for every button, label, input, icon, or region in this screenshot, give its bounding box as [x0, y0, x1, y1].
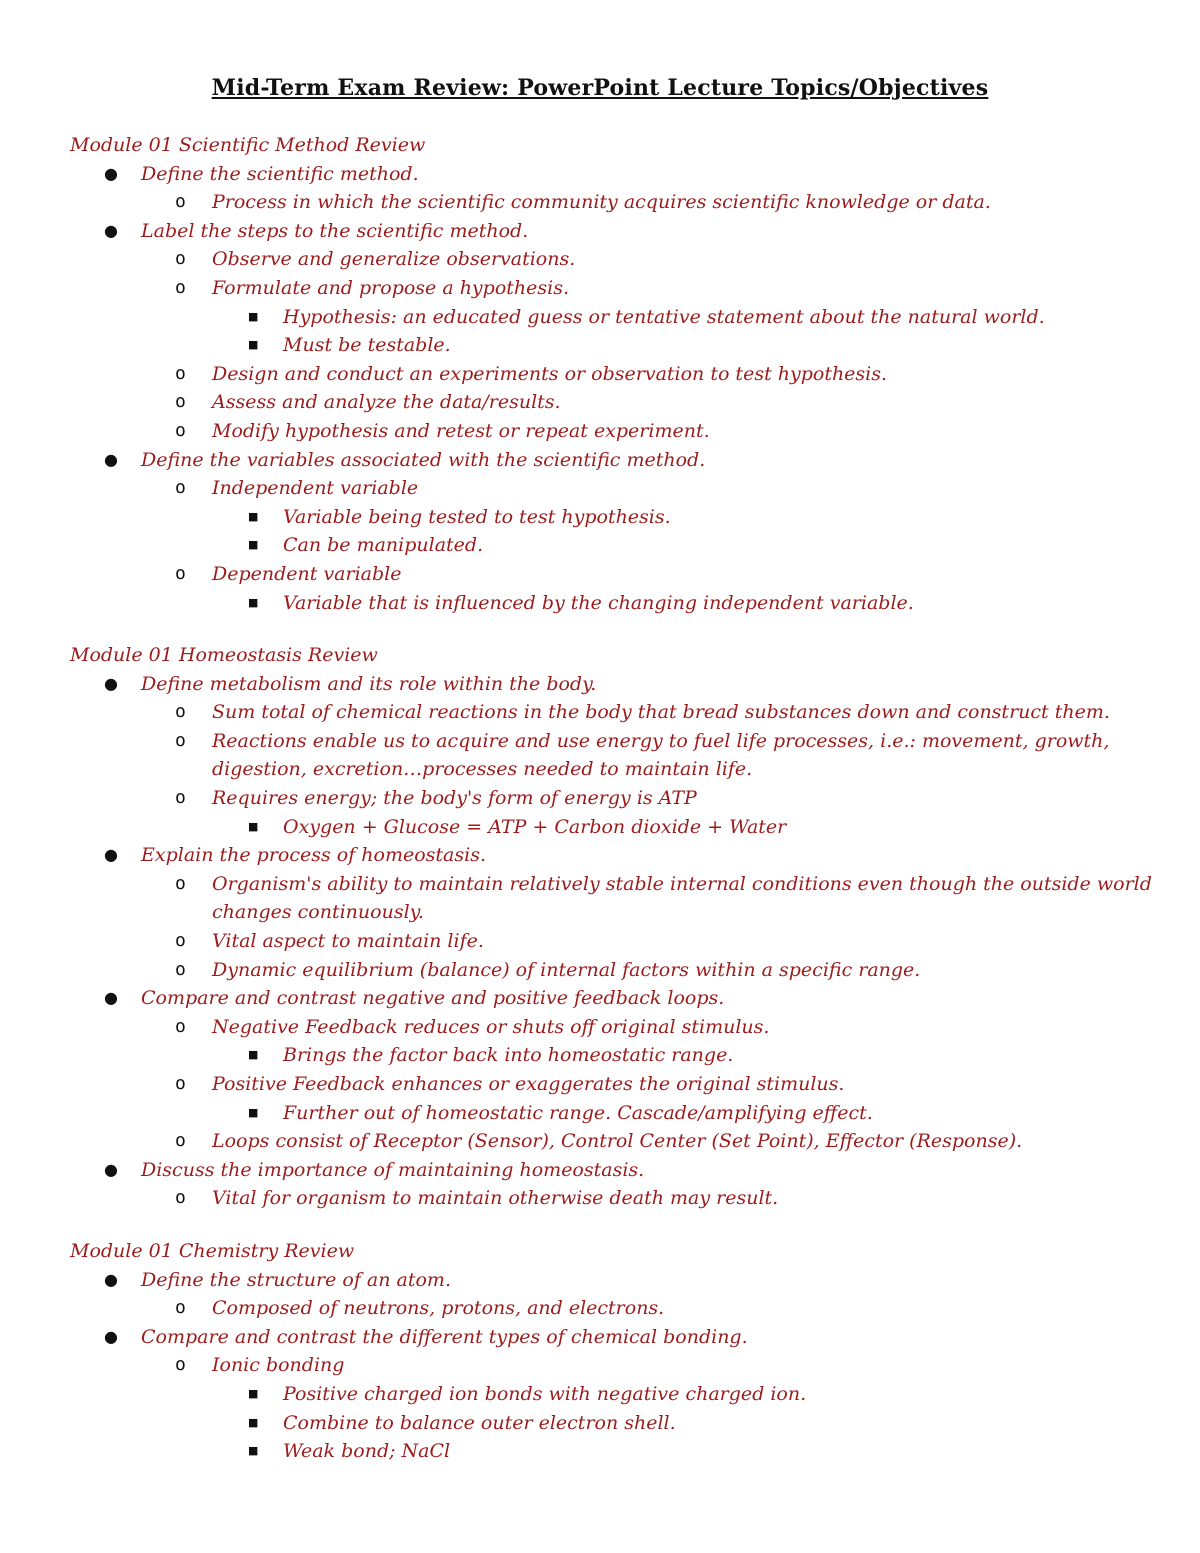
outline-level-2 — [141, 870, 1170, 984]
list-item-text: Loops consist of Receptor (Sensor), Control Center (Set Point), Effector (Response). — [212, 1130, 1023, 1153]
section-heading: Module 01 Scientific Method Review — [70, 134, 426, 156]
circle-bullet-icon: o — [175, 930, 186, 952]
outline-level-3 — [212, 589, 1170, 618]
outline-level-2 — [141, 1351, 1170, 1465]
outline-level-1 — [70, 1266, 1170, 1466]
circle-bullet-icon: o — [175, 191, 186, 213]
list-item-text: Define metabolism and its role within the body. — [141, 672, 597, 695]
square-bullet-icon: ■ — [248, 538, 259, 552]
list-item — [141, 1294, 1170, 1323]
disc-bullet-icon: ● — [104, 1269, 118, 1289]
list-item-text: Label the steps to the scientific method. — [141, 219, 529, 242]
list-item — [141, 1351, 1170, 1465]
list-item-text: Formulate and propose a hypothesis. — [212, 276, 570, 299]
list-item-text: Can be manipulated. — [283, 534, 484, 557]
list-item — [212, 531, 1170, 560]
document-title: Mid-Term Exam Review: PowerPoint Lecture Topics/Objectives — [211, 75, 989, 101]
list-item — [141, 388, 1170, 417]
list-item-text: Define the structure of an atom. — [141, 1268, 451, 1291]
outline-level-3 — [212, 303, 1170, 360]
disc-bullet-icon: ● — [104, 988, 118, 1008]
list-item — [70, 841, 1170, 984]
list-item-text: Explain the process of homeostasis. — [141, 844, 486, 867]
list-item-text: Variable that is influenced by the changing independent variable. — [283, 591, 914, 614]
disc-bullet-icon: ● — [104, 220, 118, 240]
list-item — [141, 956, 1170, 985]
list-item — [141, 784, 1170, 841]
list-item — [212, 303, 1170, 332]
section — [70, 1237, 1170, 1466]
list-item-text: Positive charged ion bonds with negative charged ion. — [283, 1382, 807, 1405]
square-bullet-icon: ■ — [248, 595, 259, 609]
outline-level-3 — [212, 1041, 1170, 1070]
list-item-text: Assess and analyze the data/results. — [212, 391, 561, 414]
list-item — [70, 1323, 1170, 1466]
circle-bullet-icon: o — [175, 391, 186, 413]
list-item-text: Define the variables associated with the scientific method. — [141, 448, 706, 471]
list-item — [212, 1409, 1170, 1438]
square-bullet-icon: ■ — [248, 1444, 259, 1458]
section-heading: Module 01 Homeostasis Review — [70, 644, 378, 667]
outline-level-2 — [141, 1294, 1170, 1323]
list-item — [212, 589, 1170, 618]
square-bullet-icon: ■ — [248, 309, 259, 323]
list-item-text: Design and conduct an experiments or observation to test hypothesis. — [212, 362, 888, 385]
disc-bullet-icon: ● — [104, 163, 118, 183]
list-item — [141, 360, 1170, 389]
list-item — [70, 217, 1170, 446]
list-item — [212, 503, 1170, 532]
list-item — [141, 1127, 1170, 1156]
list-item-text: Independent variable — [212, 477, 419, 500]
circle-bullet-icon: o — [175, 1354, 186, 1376]
circle-bullet-icon: o — [175, 1130, 186, 1152]
list-item-text: Compare and contrast negative and positive feedback loops. — [141, 987, 725, 1010]
list-item-text: Vital for organism to maintain otherwise death may result. — [212, 1187, 779, 1210]
list-item-text: Positive Feedback enhances or exaggerates the original stimulus. — [212, 1073, 845, 1095]
list-item — [70, 446, 1170, 618]
circle-bullet-icon: o — [175, 1187, 186, 1209]
list-item-text: Combine to balance outer electron shell. — [283, 1411, 676, 1434]
disc-bullet-icon: ● — [104, 673, 118, 693]
list-item-text: Brings the factor back into homeostatic range. — [283, 1044, 734, 1067]
section — [70, 131, 1170, 617]
list-item — [70, 670, 1170, 842]
list-item-text: Vital aspect to maintain life. — [212, 930, 484, 953]
section — [70, 641, 1170, 1213]
outline-level-3 — [212, 1380, 1170, 1466]
square-bullet-icon: ■ — [248, 338, 259, 352]
list-item — [70, 984, 1170, 1156]
list-item — [141, 698, 1170, 727]
disc-bullet-icon: ● — [104, 449, 118, 469]
list-item — [70, 1266, 1170, 1323]
list-item-text: Define the scientific method. — [141, 162, 419, 185]
list-item — [212, 813, 1170, 842]
list-item — [141, 474, 1170, 560]
square-bullet-icon: ■ — [248, 819, 259, 833]
list-item-text: Ionic bonding — [212, 1354, 345, 1377]
circle-bullet-icon: o — [175, 1297, 186, 1319]
circle-bullet-icon: o — [175, 419, 186, 441]
list-item-text: Compare and contrast the different types of chemical bonding. — [141, 1325, 748, 1348]
list-item — [212, 1041, 1170, 1070]
circle-bullet-icon: o — [175, 787, 186, 809]
list-item-text: Organism's ability to maintain relatively stable internal conditions even though the outside world changes continuously. — [212, 872, 1152, 924]
list-item-text: Variable being tested to test hypothesis. — [283, 505, 671, 528]
outline-level-3 — [212, 503, 1170, 560]
list-item — [141, 274, 1170, 360]
list-item-text: Discuss the importance of maintaining homeostasis. — [141, 1158, 645, 1181]
list-item-text: Negative Feedback reduces or shuts off original stimulus. — [212, 1015, 770, 1038]
list-item — [141, 927, 1170, 956]
list-item — [212, 1380, 1170, 1409]
list-item-text: Modify hypothesis and retest or repeat experiment. — [212, 419, 710, 442]
outline-level-2 — [141, 474, 1170, 617]
list-item-text: Further out of homeostatic range. Cascade/amplifying effect. — [283, 1101, 873, 1124]
circle-bullet-icon: o — [175, 729, 186, 751]
list-item — [141, 417, 1170, 446]
circle-bullet-icon: o — [175, 477, 186, 499]
list-item — [141, 727, 1170, 784]
outline-level-2 — [141, 698, 1170, 841]
outline-level-2 — [141, 1013, 1170, 1156]
list-item — [141, 245, 1170, 274]
list-item — [141, 1013, 1170, 1070]
circle-bullet-icon: o — [175, 276, 186, 298]
circle-bullet-icon: o — [175, 872, 186, 894]
outline-level-2 — [141, 1184, 1170, 1213]
document-body — [70, 131, 1170, 1490]
list-item-text: Sum total of chemical reactions in the body that bread substances down and construct them. — [212, 701, 1110, 724]
square-bullet-icon: ■ — [248, 1386, 259, 1400]
circle-bullet-icon: o — [175, 701, 186, 723]
square-bullet-icon: ■ — [248, 1048, 259, 1062]
list-item — [70, 1156, 1170, 1213]
outline-level-1 — [70, 160, 1170, 618]
outline-level-3 — [212, 813, 1170, 842]
disc-bullet-icon: ● — [104, 1159, 118, 1179]
list-item-text: Dynamic equilibrium (balance) of internal factors within a specific range. — [212, 958, 921, 981]
circle-bullet-icon: o — [175, 562, 186, 584]
list-item-text: Oxygen + Glucose = ATP + Carbon dioxide + Water — [283, 815, 787, 838]
square-bullet-icon: ■ — [248, 1415, 259, 1429]
list-item — [141, 1070, 1170, 1127]
list-item-text: Must be testable. — [283, 334, 451, 357]
outline-level-1 — [70, 670, 1170, 1213]
list-item-text: Observe and generalize observations. — [212, 248, 576, 271]
list-item — [141, 188, 1170, 217]
disc-bullet-icon: ● — [104, 1326, 118, 1346]
list-item-text: Reactions enable us to acquire and use energy to fuel life processes, i.e.: movement, growth, digestion, excretion…processes needed to maintain life. — [212, 729, 1110, 781]
section-heading: Module 01 Chemistry Review — [70, 1239, 355, 1262]
outline-level-3 — [212, 1099, 1170, 1128]
list-item-text: Requires energy; the body's form of energy is ATP — [212, 787, 697, 810]
list-item — [70, 160, 1170, 217]
list-item-text: Weak bond; NaCl — [283, 1440, 451, 1463]
disc-bullet-icon: ● — [104, 845, 118, 865]
circle-bullet-icon: o — [175, 248, 186, 270]
list-item — [212, 1437, 1170, 1466]
circle-bullet-icon: o — [175, 362, 186, 384]
list-item-text: Composed of neutrons, protons, and electrons. — [212, 1297, 665, 1320]
list-item — [141, 560, 1170, 617]
outline-level-2 — [141, 188, 1170, 217]
list-item — [212, 1099, 1170, 1128]
list-item — [212, 331, 1170, 360]
square-bullet-icon: ■ — [248, 509, 259, 523]
list-item — [141, 1184, 1170, 1213]
circle-bullet-icon: o — [175, 958, 186, 980]
list-item-text: Hypothesis: an educated guess or tentative statement about the natural world. — [283, 305, 1045, 328]
list-item-text: Process in which the scientific community acquires scientific knowledge or data. — [212, 191, 991, 214]
square-bullet-icon: ■ — [248, 1105, 259, 1119]
list-item-text: Dependent variable — [212, 562, 402, 585]
list-item — [141, 870, 1170, 927]
outline-level-2 — [141, 245, 1170, 445]
circle-bullet-icon: o — [175, 1073, 186, 1094]
circle-bullet-icon: o — [175, 1015, 186, 1037]
